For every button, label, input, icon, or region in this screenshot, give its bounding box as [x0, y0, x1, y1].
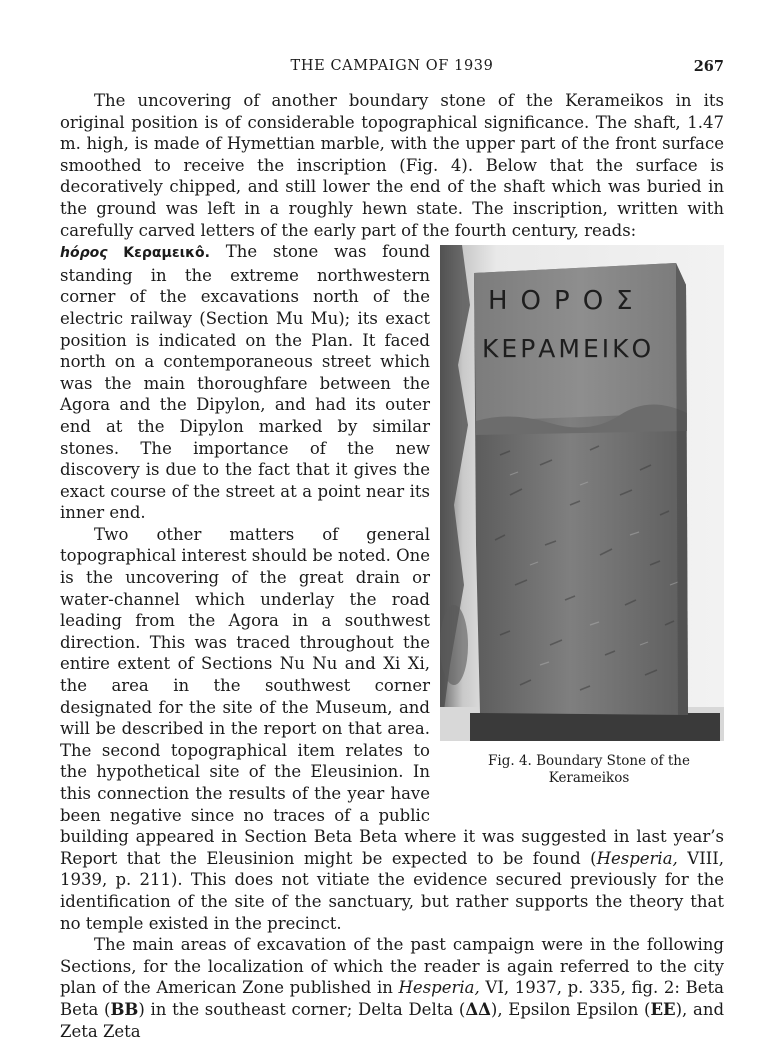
figure-4	[440, 245, 724, 803]
paragraph-2-text-b: VIII, 1939, p. 211). This does not vitiate the evidence secured previously for the identification of the site of the sanctuary, but rather supports the theory that no temple existed in the precinct.	[60, 848, 725, 933]
body-text	[60, 90, 724, 1042]
paragraph-1-text-a: The uncovering of another boundary stone of the Kerameikos in its original position is of considerable topographical significance. The shaft, 1.47 m. high, is made of Hymettian marble, with the upper part of the front surface smoothed to receive the inscription (Fig. 4). Below that the surface is decoratively chipped, and still lower the end of the shaft which was buried in the ground was left in a roughly hewn state. The inscription, written with carefully carved letters of the early part of the fourth century, reads:	[60, 91, 724, 240]
journal-title: Hesperia,	[398, 978, 480, 998]
boundary-stone-photo	[440, 245, 724, 741]
paragraph-3-text-e: ), and Zeta Zeta	[60, 999, 725, 1041]
paragraph-1-text-b: The stone was found standing in the extreme northwestern corner of the excavations north of the electric railway (Section Mu Mu); its exact position is indicated on the Plan. It faced north on a contemporaneous street which was the main thoroughfare between the Agora and the Dipylon, and had its outer end at the Dipylon marked by similar stones. The importance of the new discovery is due to the fact that it gives the exact course of the street at a point near its inner end.	[60, 242, 431, 523]
paragraph-2-text-a: Two other matters of general topographical interest should be noted. One is the uncovering of the great drain or water-channel which underlay the road leading from the Agora in a southwest direction. This was traced throughout the entire extent of Sections Nu Nu and Xi Xi, the area in the southwest corner designated for the site of the Museum, and will be described in the report on that area. The second topographical item relates to the hypothetical site of the Eleusinion. In this connection the results of the year have been negative since no traces of a public building appeared in Section Beta Beta where it was suggested in last year’s Report that the Eleusinion might be expected to be found (	[60, 524, 724, 868]
greek-horos: hόρος	[60, 245, 108, 262]
greek-kerameiko: Κεραμεικô.	[123, 245, 210, 262]
section-abbr-bb: BB	[110, 999, 139, 1019]
running-title: THE CAMPAIGN OF 1939	[290, 58, 494, 74]
page-number: 267	[693, 58, 724, 75]
paragraph-3-text-a: The main areas of excavation of the past campaign were in the following Sections, for the localization of which the reader is again referred to the city plan of the American Zone published in	[60, 935, 724, 998]
figure-caption: Fig. 4. Boundary Stone of the Kerameikos	[488, 753, 690, 787]
section-abbr-ee: EE	[650, 999, 676, 1019]
paragraph-3	[60, 934, 724, 1042]
journal-title: Hesperia,	[596, 848, 678, 868]
paragraph-3-text-c: ) in the southeast corner; Delta Delta (	[138, 999, 466, 1019]
running-head	[60, 58, 724, 78]
section-abbr-dd: ΔΔ	[465, 999, 491, 1019]
paragraph-3-text-d: ), Epsilon Epsilon (	[490, 999, 651, 1019]
paragraph-1-intro	[60, 90, 724, 241]
inscription-line-2: ΚΕΡΑΜΕΙΚΟ	[482, 334, 655, 364]
paragraph-3-text-b: VI, 1937, p. 335, fig. 2: Beta Beta (	[60, 978, 724, 1019]
inscription-line-1: ΗΟΡΟΣ	[488, 286, 646, 317]
